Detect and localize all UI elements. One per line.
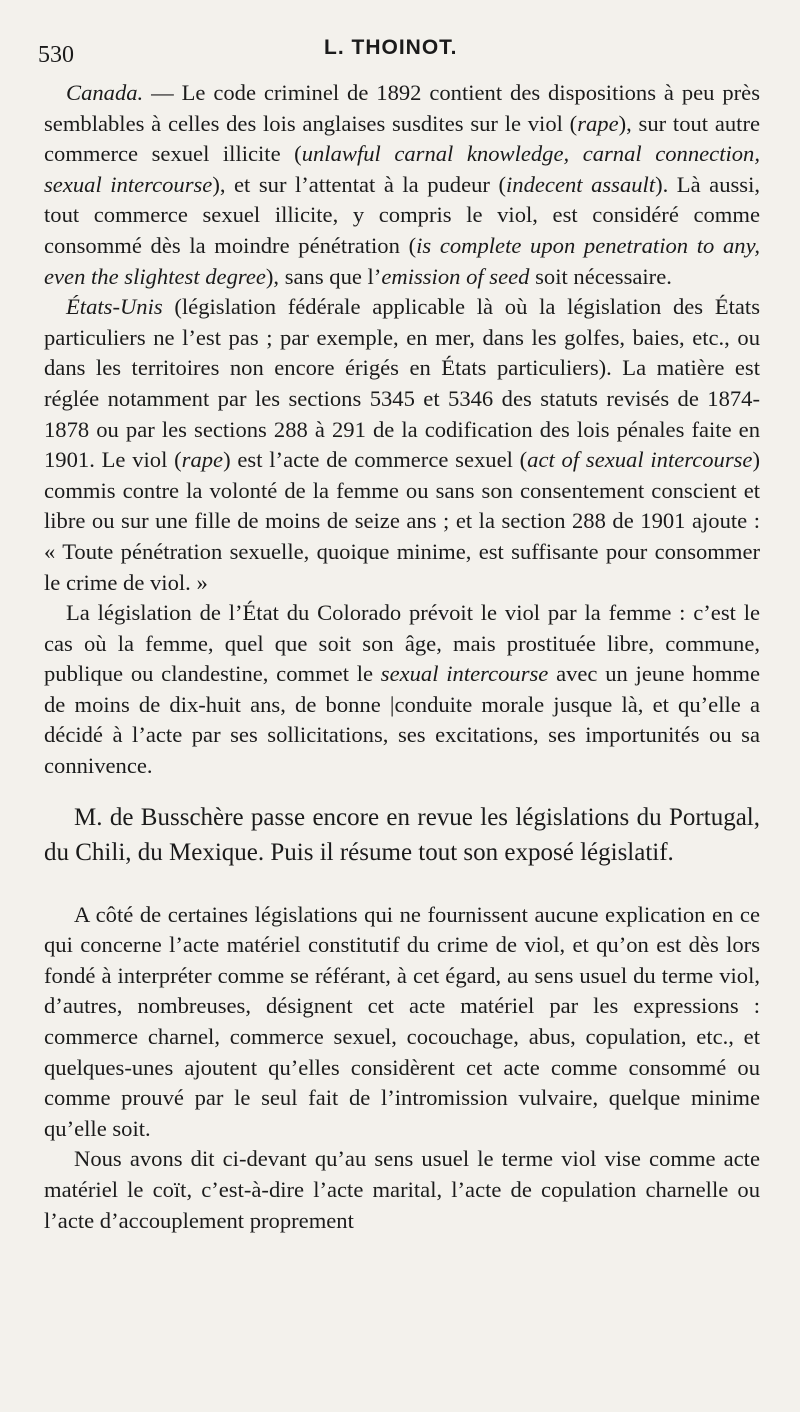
etats-unis-lead: États-Unis [66, 294, 163, 320]
book-page [38, 28, 761, 1236]
running-head: L. THOINOT. [324, 36, 458, 59]
canada-lead: Canada. [66, 80, 144, 105]
canada-paragraph [44, 78, 760, 292]
etats-unis-italic-1: rape [181, 447, 224, 473]
quoted-legislation-block [44, 78, 760, 782]
etats-unis-text-1: (législation fédérale applicable là où la législation des États particuliers ne l’est pas ; par exemple, en mer, dans les golfes, baies, etc., ou dans les territoires non encore érigés en États particuliers). La matière est réglée notamment par les sections 5345 et 5346 des statuts revisés de 1874-1878 ou par les sections 288 à 291 de la codification des lois pénales faite en 1901. Le viol ( [44, 294, 760, 473]
canada-italic-3: indecent assault [506, 171, 656, 197]
page-number: 530 [38, 42, 74, 68]
colorado-text-2: avec un jeune homme de moins de dix-huit ans, de bonne |conduite morale jusque là, et qu’elle a décidé à l’acte par ses sollicitations, ses excitations, ses importunités ou sa connivence. [44, 661, 761, 779]
canada-text-4: ). Là aussi, tout commerce sexuel illicite, y compris le viol, est considéré comme consommé dès la moindre pénétration ( [44, 171, 761, 258]
colorado-text-1: La législation de l’État du Colorado prévoit le viol par la femme : c’est le cas où la femme, quel que soit son âge, mais prostituée libre, commune, publique ou clandestine, commet le [44, 600, 760, 687]
colorado-paragraph [44, 598, 760, 782]
canada-italic-5: emission of seed [381, 263, 530, 289]
canada-text-6: soit nécessaire. [529, 263, 672, 289]
canada-italic-2: unlawful carnal knowledge, carnal connection, sexual intercourse [44, 141, 761, 197]
canada-italic-1: rape [577, 110, 619, 136]
summary-paragraph-2: Nous avons dit ci-devant qu’au sens usuel le terme viol vise comme acte matériel le coït, c’est-à-dire l’acte marital, l’acte de copulation charnelle ou l’acte d’accouplement proprement [44, 1146, 760, 1233]
etats-unis-text-2: ) est l’acte de commerce sexuel ( [223, 447, 528, 473]
canada-text-1: — Le code criminel de 1892 contient des dispositions à peu près semblables à celles des lois anglaises susdites sur le viol ( [44, 80, 760, 136]
main-paragraph: M. de Busschère passe encore en revue les législations du Portugal, du Chili, du Mexique. Puis il résume tout son exposé législatif. [44, 803, 760, 866]
page-header [38, 28, 760, 72]
canada-italic-4: is complete upon penetration to any, even the slightest degree [44, 232, 760, 289]
canada-text-2: ), sur tout autre commerce sexuel illicite ( [44, 110, 760, 167]
etats-unis-paragraph [44, 292, 760, 598]
summary-quote-block [44, 900, 760, 1237]
summary-paragraph-1: A côté de certaines législations qui ne fournissent aucune explication en ce qui concerne l’acte matériel constitutif du crime de viol, et qu’on est dès lors fondé à interpréter comme se référant, à cet égard, au sens usuel du terme viol, d’autres, nombreuses, désignent cet acte matériel par les expressions : commerce charnel, commerce sexuel, cocouchage, abus, copulation, etc., et quelques-unes ajoutent qu’elles considèrent cet acte comme consommé ou comme prouvé par le seul fait de l’intromission vulvaire, quelque minime qu’elle soit. [44, 901, 760, 1141]
canada-text-5: ), sans que l’ [265, 263, 382, 289]
colorado-italic-1: sexual intercourse [380, 661, 549, 687]
canada-text-3: ), et sur l’attentat à la pudeur ( [212, 171, 507, 197]
etats-unis-italic-2: act of sexual intercourse [527, 447, 753, 473]
etats-unis-text-3: ) commis contre la volonté de la femme ou sans son consentement conscient et libre ou sur une fille de moins de seize ans ; et la section 288 de 1901 ajoute : « Toute pénétration sexuelle, quoique minime, est suffisante pour consommer le crime de viol. » [44, 447, 760, 595]
main-text-block [44, 800, 760, 870]
